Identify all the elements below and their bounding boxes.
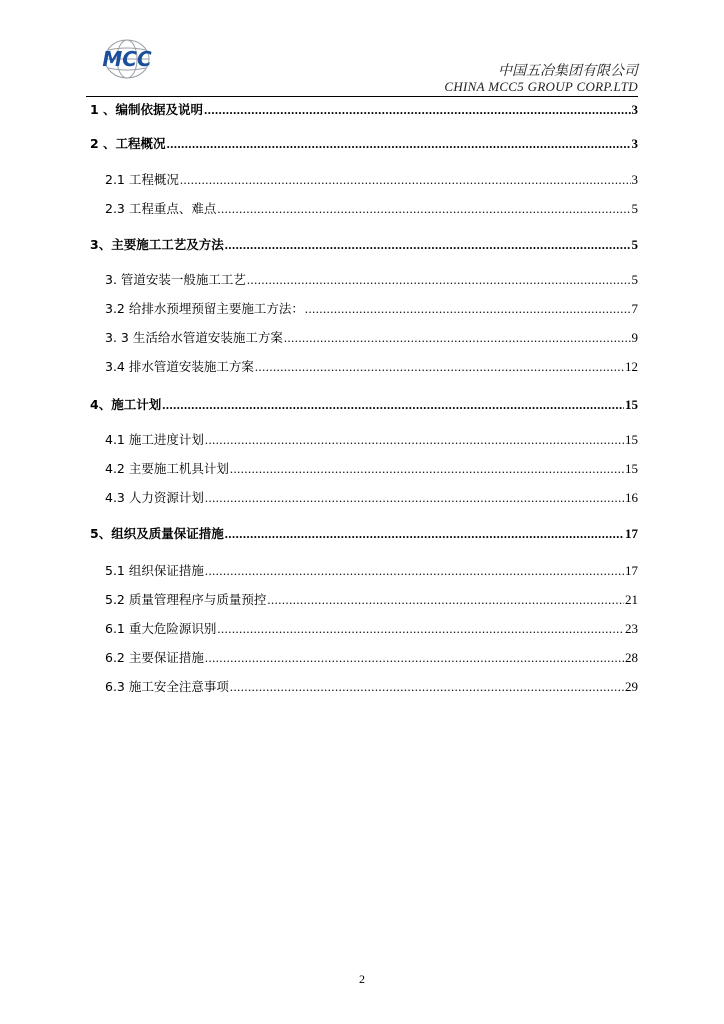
mcc-logo <box>92 38 162 80</box>
toc-entry[interactable] <box>90 270 638 288</box>
toc-entry-page: 15 <box>625 432 638 447</box>
header-rule <box>86 96 638 97</box>
dot-leader <box>162 398 624 413</box>
toc-entry-label: 5.2 质量管理程序与质量预控 <box>105 592 267 607</box>
toc-entry-page: 17 <box>625 563 638 578</box>
dot-leader <box>255 360 624 375</box>
dot-leader <box>205 491 624 506</box>
toc-entry[interactable] <box>90 395 638 413</box>
toc-entry-page: 16 <box>625 490 638 505</box>
toc-entry-label: 1 、编制依据及说明 <box>90 102 204 117</box>
toc-entry-label: 5、组织及质量保证措施 <box>90 526 224 541</box>
dot-leader <box>204 103 630 118</box>
toc-entry-page: 9 <box>631 330 638 345</box>
toc-entry-page: 5 <box>631 237 638 252</box>
toc-entry-label: 2.1 工程概况 <box>105 172 179 187</box>
toc-entry[interactable] <box>90 357 638 375</box>
toc-entry[interactable] <box>90 430 638 448</box>
toc-entry[interactable] <box>90 648 638 666</box>
toc-entry[interactable] <box>90 100 638 118</box>
toc-entry-page: 3 <box>631 102 638 117</box>
toc-entry-label: 3. 3 生活给水管道安装施工方案 <box>105 330 283 345</box>
toc-entry-page: 7 <box>631 301 638 316</box>
dot-leader <box>225 527 624 542</box>
dot-leader <box>267 593 624 608</box>
toc-entry[interactable] <box>90 677 638 695</box>
toc-entry-page: 21 <box>625 592 638 607</box>
dot-leader <box>180 173 631 188</box>
dot-leader <box>305 302 631 317</box>
toc-entry[interactable] <box>90 328 638 346</box>
dot-leader <box>247 273 631 288</box>
toc-entry[interactable] <box>90 619 638 637</box>
company-name-cn: 中国五冶集团有限公司 <box>498 63 638 79</box>
toc-entry-label: 2.3 工程重点、难点 <box>105 201 217 216</box>
toc-entry-page: 29 <box>625 679 638 694</box>
toc-entry-page: 17 <box>625 526 638 541</box>
toc-entry-label: 3、主要施工工艺及方法 <box>90 237 224 252</box>
toc-entry-label: 4.2 主要施工机具计划 <box>105 461 229 476</box>
toc-entry-page: 15 <box>625 461 638 476</box>
dot-leader <box>225 238 631 253</box>
dot-leader <box>205 564 624 579</box>
toc-entry[interactable] <box>90 488 638 506</box>
page-number: 2 <box>359 972 365 986</box>
toc-entry[interactable] <box>90 299 638 317</box>
toc-entry-label: 6.3 施工安全注意事项 <box>105 679 229 694</box>
toc-entry-label: 6.2 主要保证措施 <box>105 650 204 665</box>
toc-entry-page: 12 <box>625 359 638 374</box>
toc-entry-label: 3. 管道安装一般施工工艺 <box>105 272 246 287</box>
toc-entry-label: 4、施工计划 <box>90 397 162 412</box>
toc-entry-page: 5 <box>631 201 638 216</box>
dot-leader <box>217 202 630 217</box>
toc-entry[interactable] <box>90 199 638 217</box>
svg-text:MCC: MCC <box>102 47 152 71</box>
toc-entry-label: 4.3 人力资源计划 <box>105 490 204 505</box>
toc-entry-page: 3 <box>631 172 638 187</box>
toc-entry-label: 3.2 给排水预埋预留主要施工方法： <box>105 301 304 316</box>
toc-entry-page: 3 <box>631 136 638 151</box>
toc-entry-page: 28 <box>625 650 638 665</box>
toc-entry[interactable] <box>90 590 638 608</box>
toc-entry-label: 2 、工程概况 <box>90 136 166 151</box>
dot-leader <box>167 137 631 152</box>
toc-entry[interactable] <box>90 170 638 188</box>
dot-leader <box>230 462 624 477</box>
company-name-en: CHINA MCC5 GROUP CORP.LTD <box>444 79 638 94</box>
toc-entry-label: 4.1 施工进度计划 <box>105 432 204 447</box>
toc-entry-page: 23 <box>625 621 638 636</box>
dot-leader <box>205 651 624 666</box>
toc-entry-label: 5.1 组织保证措施 <box>105 563 204 578</box>
toc-entry[interactable] <box>90 561 638 579</box>
toc-entry-page: 5 <box>631 272 638 287</box>
toc-entry-label: 3.4 排水管道安装施工方案 <box>105 359 254 374</box>
dot-leader <box>230 680 624 695</box>
toc-entry[interactable] <box>90 134 638 152</box>
toc-entry[interactable] <box>90 459 638 477</box>
toc-entry-label: 6.1 重大危险源识别 <box>105 621 217 636</box>
toc-entry[interactable] <box>90 235 638 253</box>
toc-entry[interactable] <box>90 524 638 542</box>
dot-leader <box>217 622 624 637</box>
dot-leader <box>205 433 624 448</box>
dot-leader <box>284 331 631 346</box>
toc-entry-page: 15 <box>625 397 638 412</box>
